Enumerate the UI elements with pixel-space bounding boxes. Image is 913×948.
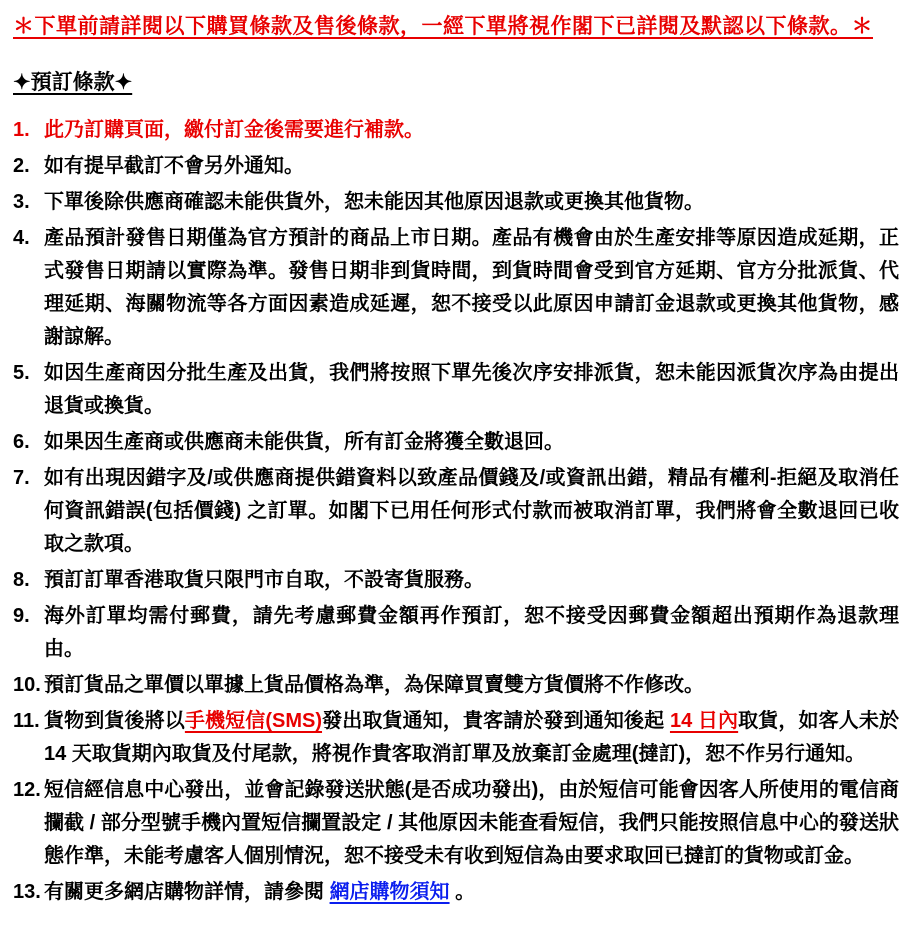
term-number: 4. (13, 227, 30, 249)
term-number: 7. (13, 467, 30, 489)
term-item-5 (13, 357, 899, 423)
term-text: 如果因生產商或供應商未能供貨，所有訂金將獲全數退回。 (44, 431, 564, 453)
term-item-10 (13, 669, 899, 702)
term-text: 下單後除供應商確認未能供貨外，恕未能因其他原因退款或更換其他貨物。 (44, 191, 704, 213)
term-number: 5. (13, 362, 30, 384)
term-item-4 (13, 222, 899, 354)
term-text-segment: 有關更多網店購物詳情，請參閱 (44, 881, 330, 903)
term-number: 10. (13, 674, 41, 696)
term-text-segment: 貨物到貨後將以 (44, 710, 185, 732)
term-number: 2. (13, 155, 30, 177)
term-text-segment: 。 (449, 881, 476, 903)
term-item-6 (13, 426, 899, 459)
pickup-deadline-highlight: 14 日內 (669, 710, 739, 732)
term-number: 6. (13, 431, 30, 453)
term-number: 11. (13, 710, 40, 732)
term-number: 8. (13, 569, 30, 591)
term-number: 3. (13, 191, 30, 213)
purchase-notice-banner: ＊下單前請詳閱以下購買條款及售後條款，一經下單將視作閣下已詳閱及默認以下條款。＊ (13, 15, 873, 38)
term-text: 短信經信息中心發出，並會記錄發送狀態(是否成功發出)，由於短信可能會因客人所使用的電信商攔截 / 部分型號手機內置短信攔置設定 / 其他原因未能查看短信，我們只能按照信息中心的發送狀態作準，未能考慮客人個別情況，恕不接受未有收到短信為由要求取回已撻訂的貨物或訂金。 (44, 779, 899, 867)
term-item-11 (13, 705, 899, 771)
term-text: 預訂訂單香港取貨只限門市自取，不設寄貨服務。 (44, 569, 484, 591)
term-text: 此乃訂購頁面，繳付訂金後需要進行補款。 (44, 119, 424, 141)
term-item-9 (13, 600, 899, 666)
term-number: 9. (13, 605, 30, 627)
term-item-8 (13, 564, 899, 597)
term-text (44, 876, 899, 909)
term-item-2 (13, 150, 899, 183)
term-item-7 (13, 462, 899, 561)
term-item-12 (13, 774, 899, 873)
term-item-13 (13, 876, 899, 909)
terms-list (13, 114, 899, 909)
term-number: 13. (13, 881, 41, 903)
term-text-segment: 發出取貨通知，貴客請於發到通知後起 (322, 710, 670, 732)
term-number: 12. (13, 779, 41, 801)
term-text: 如因生產商因分批生產及出貨，我們將按照下單先後次序安排派貨，恕未能因派貨次序為由提出退貨或換貨。 (44, 362, 899, 417)
term-item-3 (13, 186, 899, 219)
term-text: 海外訂單均需付郵費，請先考慮郵費金額再作預訂，恕不接受因郵費金額超出預期作為退款理由。 (44, 605, 899, 660)
term-text: 預訂貨品之單價以單據上貨品價格為準，為保障買賣雙方貨價將不作修改。 (44, 674, 704, 696)
section-title-preorder-terms: ✦預訂條款✦ (13, 71, 133, 94)
term-text: 如有提早截訂不會另外通知。 (44, 155, 304, 177)
store-shopping-guide-link[interactable]: 網店購物須知 (329, 881, 450, 903)
term-text: 產品預計發售日期僅為官方預計的商品上市日期。產品有機會由於生產安排等原因造成延期，正式發售日期請以實際為準。發售日期非到貨時間，到貨時間會受到官方延期、官方分批派貨、代理延期、海關物流等各方面因素造成延遲，恕不接受以此原因申請訂金退款或更換其他貨物，感謝諒解。 (44, 227, 899, 348)
term-text (44, 705, 899, 771)
sms-notice-highlight: 手機短信(SMS) (184, 710, 323, 732)
term-item-1 (13, 114, 899, 147)
term-text: 如有出現因錯字及/或供應商提供錯資料以致產品價錢及/或資訊出錯，精品有權利-拒絕及取消任何資訊錯誤(包括價錢) 之訂單。如閣下已用任何形式付款而被取消訂單，我們將會全數退回已收取之款項。 (44, 467, 899, 555)
term-text-segment: 取貨，如客人未於 14 天取貨期內取貨及付尾款，將視作貴客取消訂單及放棄訂金處理(撻訂)，恕不作另行通知。 (44, 710, 900, 765)
term-number: 1. (13, 119, 30, 141)
